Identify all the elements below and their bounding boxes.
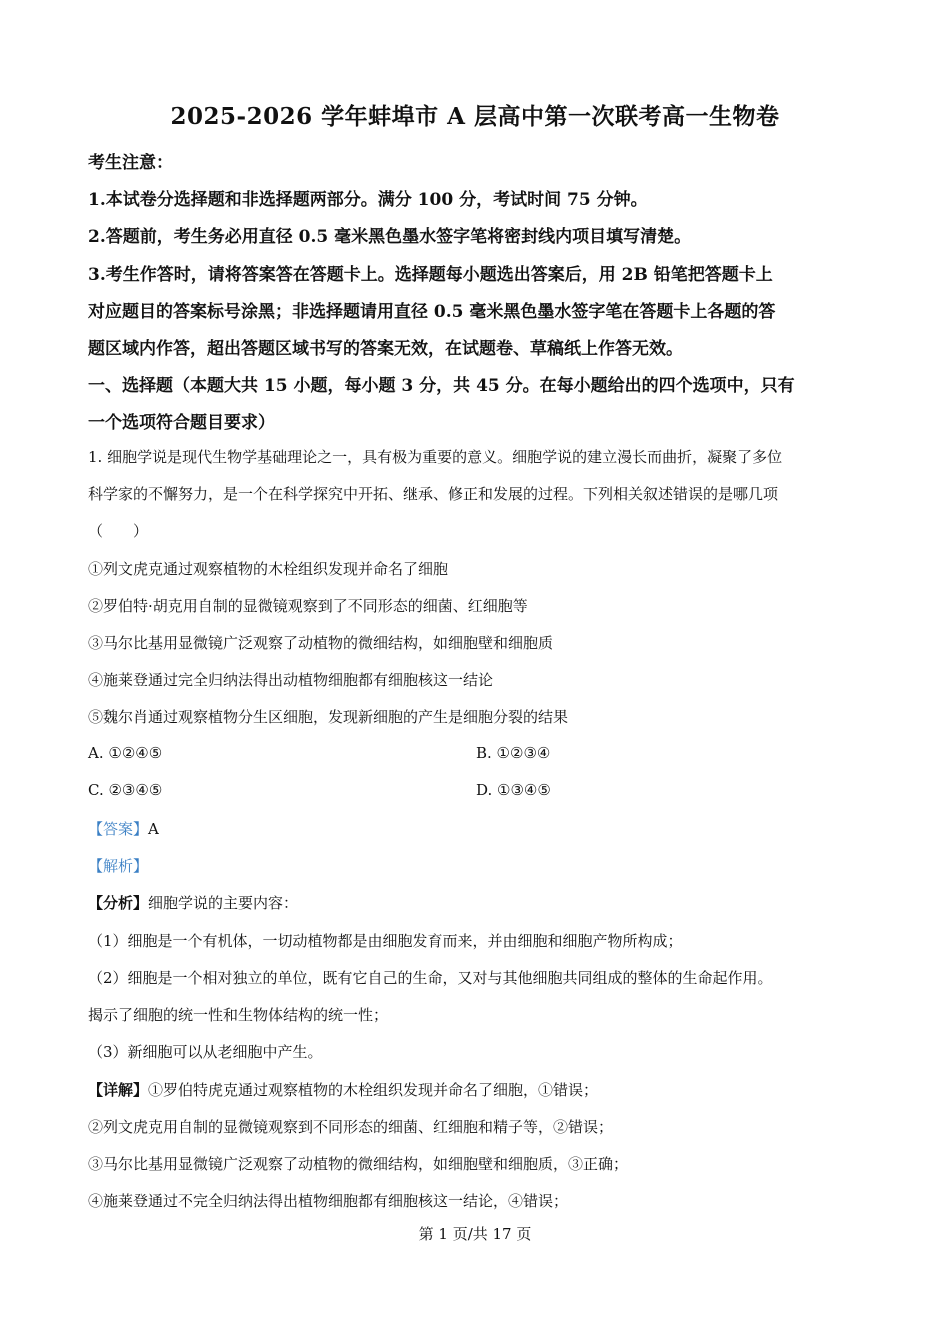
option-b: B. ①②③④: [476, 744, 551, 762]
detail-line-4: ④施莱登通过不完全归纳法得出植物细胞都有细胞核这一结论，④错误；: [88, 1192, 569, 1210]
notice-item-3-cont-2: 题区域内作答，超出答题区域书写的答案无效，在试题卷、草稿纸上作答无效。: [88, 339, 683, 359]
option-d: D. ①③④⑤: [476, 781, 551, 799]
notice-item-2: 2.答题前，考生务必用直径 0.5 毫米黑色墨水签字笔将密封线内项目填写清楚。: [88, 227, 692, 247]
answer-value: A: [148, 820, 159, 838]
answer-blank: （ ）: [88, 522, 149, 540]
notice-item-3-cont-1: 对应题目的答案标号涂黑；非选择题请用直径 0.5 毫米黑色墨水签字笔在答题卡上各题的答: [88, 302, 776, 322]
detail-line-1: [88, 1079, 868, 1100]
statement-4: ④施莱登通过完全归纳法得出动植物细胞都有细胞核这一结论: [88, 671, 494, 689]
answer-line: [88, 818, 868, 839]
detail-text-1: ①罗伯特虎克通过观察植物的木栓组织发现并命名了细胞，①错误；: [148, 1081, 599, 1099]
question-stem: 1. 细胞学说是现代生物学基础理论之一，具有极为重要的意义。细胞学说的建立漫长而曲折，凝聚了多位: [88, 448, 783, 466]
section-heading: 一、选择题（本题大共 15 小题，每小题 3 分，共 45 分。在每小题给出的四个选项中，只有: [88, 376, 795, 396]
question-stem-cont: 科学家的不懈努力，是一个在科学探究中开拓、继承、修正和发展的过程。下列相关叙述错误的是哪几项: [88, 485, 779, 503]
page-footer: 第 1 页/共 17 页: [418, 1225, 532, 1243]
analysis-intro: 细胞学说的主要内容：: [148, 894, 299, 912]
analysis-point-2-cont: 揭示了细胞的统一性和生物体结构的统一性；: [88, 1006, 389, 1024]
answer-tag: 【答案】: [88, 820, 149, 838]
notice-heading: 考生注意：: [88, 153, 173, 173]
statement-1: ①列文虎克通过观察植物的木栓组织发现并命名了细胞: [88, 560, 449, 578]
detail-label: 【详解】: [88, 1081, 149, 1099]
analysis-label: 【分析】: [88, 894, 149, 912]
detail-line-3: ③马尔比基用显微镜广泛观察了动植物的微细结构，如细胞壁和细胞质，③正确；: [88, 1155, 629, 1173]
analysis-intro-line: [88, 892, 868, 913]
notice-item-3: 3.考生作答时，请将答案答在答题卡上。选择题每小题选出答案后，用 2B 铅笔把答题卡上: [88, 265, 773, 285]
option-c: C. ②③④⑤: [88, 781, 163, 799]
statement-5: ⑤魏尔肖通过观察植物分生区细胞，发现新细胞的产生是细胞分裂的结果: [88, 708, 569, 726]
analysis-point-1: （1）细胞是一个有机体，一切动植物都是由细胞发育而来，并由细胞和细胞产物所构成；: [88, 932, 683, 950]
detail-line-2: ②列文虎克用自制的显微镜观察到不同形态的细菌、红细胞和精子等，②错误；: [88, 1118, 614, 1136]
statement-2: ②罗伯特·胡克用自制的显微镜观察到了不同形态的细菌、红细胞等: [88, 597, 528, 615]
analysis-point-2: （2）细胞是一个相对独立的单位，既有它自己的生命，又对与其他细胞共同组成的整体的生命起作用。: [88, 969, 773, 987]
analysis-tag: 【解析】: [88, 857, 149, 875]
option-a: A. ①②④⑤: [88, 744, 163, 762]
statement-3: ③马尔比基用显微镜广泛观察了动植物的微细结构，如细胞壁和细胞质: [88, 634, 554, 652]
notice-item-1: 1.本试卷分选择题和非选择题两部分。满分 100 分，考试时间 75 分钟。: [88, 190, 648, 210]
analysis-point-3: （3）新细胞可以从老细胞中产生。: [88, 1043, 323, 1061]
section-heading-cont: 一个选项符合题目要求）: [88, 413, 275, 433]
page-title: 2025-2026 学年蚌埠市 A 层高中第一次联考高一生物卷: [170, 103, 780, 130]
